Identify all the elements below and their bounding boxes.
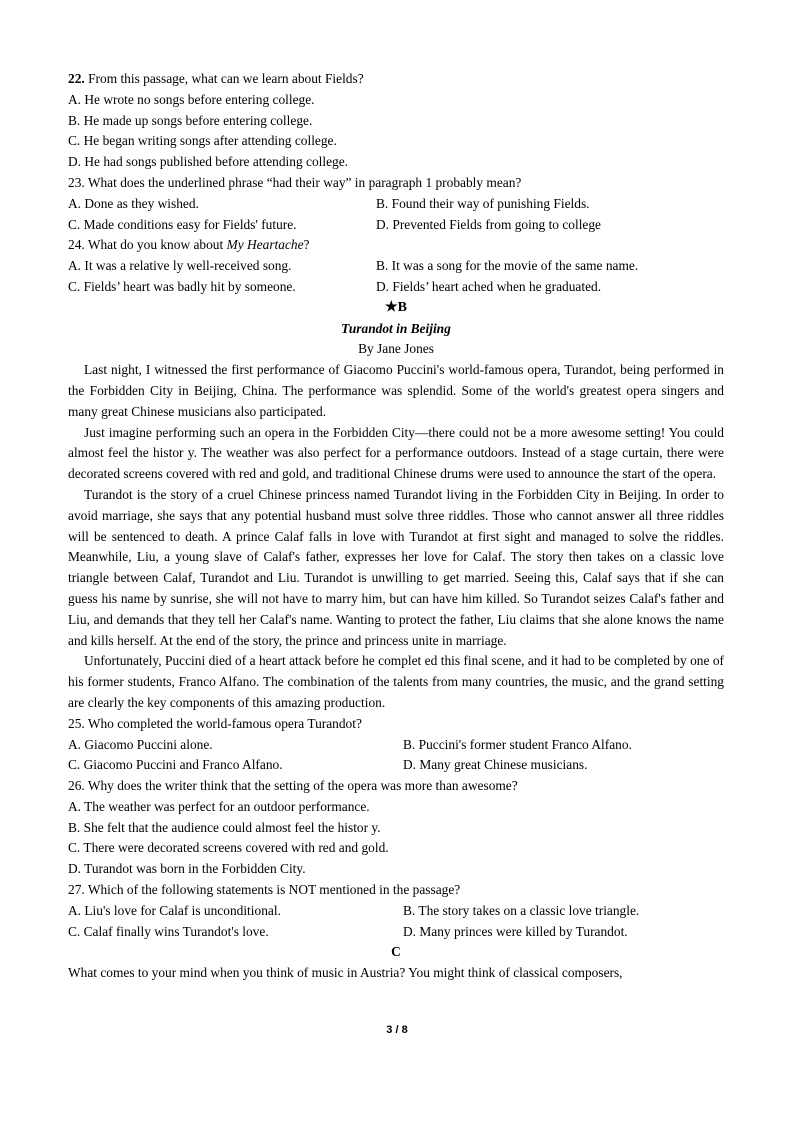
question-25-option-b: B. Puccini's former student Franco Alfano. xyxy=(403,736,632,752)
question-27-stem: 27. Which of the following statements is NOT mentioned in the passage? xyxy=(68,882,461,898)
question-24-option-b: B. It was a song for the movie of the same name. xyxy=(376,258,639,274)
question-23-stem: 23. What does the underlined phrase “had their way” in paragraph 1 probably mean? xyxy=(68,174,522,190)
question-23-option-c: C. Made conditions easy for Fields' future. xyxy=(68,216,297,232)
question-25-stem: 25. Who completed the world-famous opera Turandot? xyxy=(68,715,362,731)
question-23-options-row-1 xyxy=(68,194,724,215)
section-b-label: ★B xyxy=(385,299,407,315)
question-27-option-a: A. Liu's love for Calaf is unconditional. xyxy=(68,902,281,918)
question-22-option-d: D. He had songs published before attending college. xyxy=(68,154,349,170)
document-page xyxy=(68,69,724,984)
question-26-option-c: C. There were decorated screens covered with red and gold. xyxy=(68,840,389,856)
question-26-stem: 26. Why does the writer think that the setting of the opera was more than awesome? xyxy=(68,778,518,794)
question-24-options-row-1 xyxy=(68,256,724,277)
article-paragraph-3: Turandot is the story of a cruel Chinese princess named Turandot living in the Forbidden City in Beijing. In order to avoid marriage, she says that any potential husband must solve three riddles. Those who cannot answer all three riddles will be sentenced to death. A prince Calaf falls in love with Turandot at first sight and managed to solve the riddles. Meanwhile, Liu, a young slave of Calaf's father, expresses her love for Calaf. The story then takes on a classic love triangle between Calaf, Turandot and Liu. Turandot is unwilling to get married. Seeing this, Calaf says that if she can guess his name by sunrise, she will not have to marry him, but can have him killed. So Turandot seizes Calaf's father and Liu, and demands that they tell her Calaf's name. Wanting to protect the father, Liu claims that she alone knows the name and kills herself. At the end of the story, the prince and princess unite in marriage. xyxy=(68,486,724,648)
question-27-option-d: D. Many princes were killed by Turandot. xyxy=(403,923,628,939)
article-paragraph-1: Last night, I witnessed the first performance of Giacomo Puccini's world-famous opera, Turandot, being performed in the Forbidden City in Beijing, China. The performance was splendid. Some of the world's greatest opera singers and many great Chinese musicians also participated. xyxy=(68,362,724,419)
article-paragraph-4: Unfortunately, Puccini died of a heart attack before he complet ed this final scene, and it had to be completed by one of his former students, Franco Alfano. The combination of the talents from many countries, the music, and the grand setting are clearly the key components of this amazing production. xyxy=(68,653,724,710)
section-c-first-line: What comes to your mind when you think of music in Austria? You might think of classical composers, xyxy=(68,965,623,981)
section-c-label: C xyxy=(391,944,401,960)
question-22-number: 22. xyxy=(68,71,85,86)
question-24-stem-end: ? xyxy=(303,237,310,253)
question-24-option-c: C. Fields’ heart was badly hit by someone. xyxy=(68,278,296,294)
question-24-song-title: My Heartache xyxy=(226,237,304,253)
article-byline: By Jane Jones xyxy=(358,341,434,357)
question-27-options-row-1 xyxy=(68,901,724,922)
question-25-option-a: A. Giacomo Puccini alone. xyxy=(68,736,213,752)
article-body xyxy=(68,360,724,714)
question-25-options-row-2 xyxy=(68,755,724,776)
question-24-options-row-2 xyxy=(68,277,724,298)
question-26-option-b: B. She felt that the audience could almost feel the histor y. xyxy=(68,819,381,835)
question-23-option-b: B. Found their way of punishing Fields. xyxy=(376,195,590,211)
question-26-option-a: A. The weather was perfect for an outdoor performance. xyxy=(68,798,370,814)
question-26-option-d: D. Turandot was born in the Forbidden City. xyxy=(68,861,306,877)
question-25-option-c: C. Giacomo Puccini and Franco Alfano. xyxy=(68,757,283,773)
question-22-text: From this passage, what can we learn about Fields? xyxy=(84,71,364,86)
question-25-options-row-1 xyxy=(68,735,724,756)
article-paragraph-2: Just imagine performing such an opera in the Forbidden City—there could not be a more awesome setting! You could almost feel the histor y. The weather was also perfect for a performance outdoors. Instead of a stage curtain, there were decorated screens covered with red and gold, and traditional Chinese drums were used to announce the start of the opera. xyxy=(68,424,724,482)
question-22-stem xyxy=(68,69,724,90)
article-title: Turandot in Beijing xyxy=(341,320,451,336)
question-22-option-a: A. He wrote no songs before entering college. xyxy=(68,91,315,107)
question-27-option-c: C. Calaf finally wins Turandot's love. xyxy=(68,923,269,939)
question-25-option-d: D. Many great Chinese musicians. xyxy=(403,757,588,773)
question-23-option-d: D. Prevented Fields from going to college xyxy=(376,216,601,232)
question-24-option-a: A. It was a relative ly well-received song. xyxy=(68,258,292,274)
question-22-option-b: B. He made up songs before entering college. xyxy=(68,112,313,128)
question-24-stem-text: 24. What do you know about xyxy=(68,237,227,253)
question-23-option-a: A. Done as they wished. xyxy=(68,195,199,211)
question-27-option-b: B. The story takes on a classic love triangle. xyxy=(403,902,640,918)
question-23-options-row-2 xyxy=(68,215,724,236)
page-number: 3 / 8 xyxy=(386,1024,408,1036)
question-22-option-c: C. He began writing songs after attending college. xyxy=(68,133,337,149)
question-24-option-d: D. Fields’ heart ached when he graduated. xyxy=(376,278,602,294)
question-24-stem xyxy=(68,235,724,256)
question-27-options-row-2 xyxy=(68,922,724,943)
